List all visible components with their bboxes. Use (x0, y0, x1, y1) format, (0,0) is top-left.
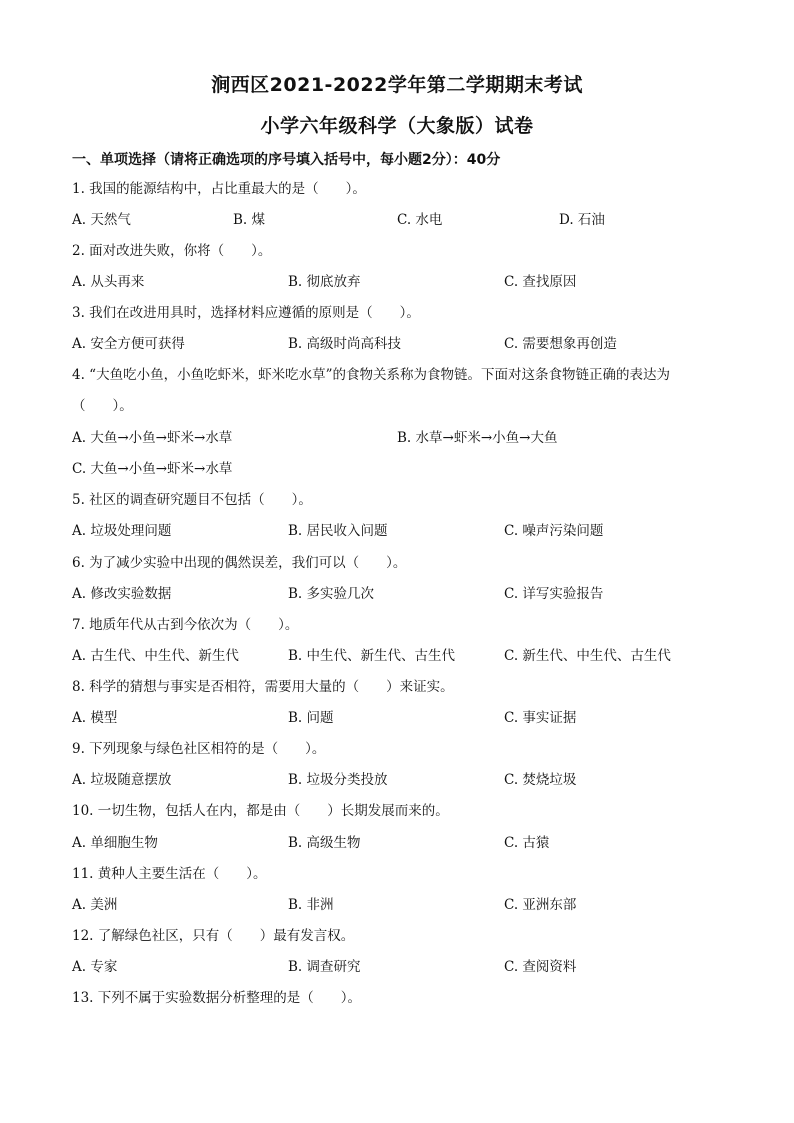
question-10-option-c: C. 古猿 (504, 835, 550, 851)
question-7-stem: 7. 地质年代从古到今依次为（ ）。 (72, 617, 299, 633)
question-2-option-a: A. 从头再来 (72, 274, 145, 290)
question-3-stem: 3. 我们在改进用具时，选择材料应遵循的原则是（ ）。 (72, 305, 420, 321)
question-11-option-c: C. 亚洲东部 (504, 897, 577, 913)
question-4-stem-continued: （ ）。 (72, 398, 133, 414)
question-4-option-c: C. 大鱼→小鱼→虾米→水草 (72, 461, 233, 477)
question-1-option-d: D. 石油 (559, 212, 605, 228)
exam-subtitle: 小学六年级科学（大象版）试卷 (260, 115, 534, 137)
question-6-option-c: C. 详写实验报告 (504, 586, 604, 602)
question-2-option-c: C. 查找原因 (504, 274, 577, 290)
question-6-stem: 6. 为了减少实验中出现的偶然误差，我们可以（ ）。 (72, 555, 407, 571)
question-3-option-b: B. 高级时尚高科技 (288, 336, 402, 352)
question-10-stem: 10. 一切生物，包括人在内，都是由（ ）长期发展而来的。 (72, 803, 449, 819)
question-11-option-b: B. 非洲 (288, 897, 334, 913)
question-6-option-b: B. 多实验几次 (288, 586, 375, 602)
question-3-option-c: C. 需要想象再创造 (504, 336, 617, 352)
question-2-stem: 2. 面对改进失败，你将（ ）。 (72, 243, 272, 259)
question-12-option-a: A. 专家 (72, 959, 118, 975)
question-12-option-c: C. 查阅资料 (504, 959, 577, 975)
question-2-option-b: B. 彻底放弃 (288, 274, 361, 290)
question-9-option-c: C. 焚烧垃圾 (504, 772, 577, 788)
question-4-option-b: B. 水草→虾米→小鱼→大鱼 (397, 430, 558, 446)
question-8-option-b: B. 问题 (288, 710, 334, 726)
exam-title: 涧西区2021-2022学年第二学期期末考试 (211, 74, 583, 96)
question-5-option-c: C. 噪声污染问题 (504, 523, 604, 539)
question-11-option-a: A. 美洲 (72, 897, 118, 913)
question-12-stem: 12. 了解绿色社区，只有（ ）最有发言权。 (72, 928, 355, 944)
question-7-option-b: B. 中生代、新生代、古生代 (288, 648, 456, 664)
question-12-option-b: B. 调查研究 (288, 959, 361, 975)
question-5-stem: 5. 社区的调查研究题目不包括（ ）。 (72, 492, 312, 508)
question-7-option-c: C. 新生代、中生代、古生代 (504, 648, 671, 664)
section-heading: 一、单项选择（请将正确选项的序号填入括号中，每小题2分）：40分 (72, 152, 501, 168)
question-7-option-a: A. 古生代、中生代、新生代 (72, 648, 239, 664)
question-4-stem: 4. “大鱼吃小鱼，小鱼吃虾米，虾米吃水草”的食物关系称为食物链。下面对这条食物链正确的表达为 (72, 367, 670, 383)
question-11-stem: 11. 黄种人主要生活在（ ）。 (72, 866, 267, 882)
question-8-stem: 8. 科学的猜想与事实是否相符，需要用大量的（ ）来证实。 (72, 679, 454, 695)
question-10-option-a: A. 单细胞生物 (72, 835, 158, 851)
question-3-option-a: A. 安全方便可获得 (72, 336, 185, 352)
question-6-option-a: A. 修改实验数据 (72, 586, 172, 602)
question-1-option-a: A. 天然气 (72, 212, 131, 228)
question-1-stem: 1. 我国的能源结构中，占比重最大的是（ ）。 (72, 181, 366, 197)
question-9-option-b: B. 垃圾分类投放 (288, 772, 388, 788)
question-4-option-a: A. 大鱼→小鱼→虾米→水草 (72, 430, 233, 446)
question-1-option-c: C. 水电 (397, 212, 443, 228)
question-5-option-b: B. 居民收入问题 (288, 523, 388, 539)
question-13-stem: 13. 下列不属于实验数据分析整理的是（ ）。 (72, 990, 362, 1006)
question-8-option-c: C. 事实证据 (504, 710, 577, 726)
question-10-option-b: B. 高级生物 (288, 835, 361, 851)
question-9-option-a: A. 垃圾随意摆放 (72, 772, 172, 788)
question-1-option-b: B. 煤 (233, 212, 266, 228)
question-9-stem: 9. 下列现象与绿色社区相符的是（ ）。 (72, 741, 326, 757)
question-5-option-a: A. 垃圾处理问题 (72, 523, 172, 539)
question-8-option-a: A. 模型 (72, 710, 118, 726)
